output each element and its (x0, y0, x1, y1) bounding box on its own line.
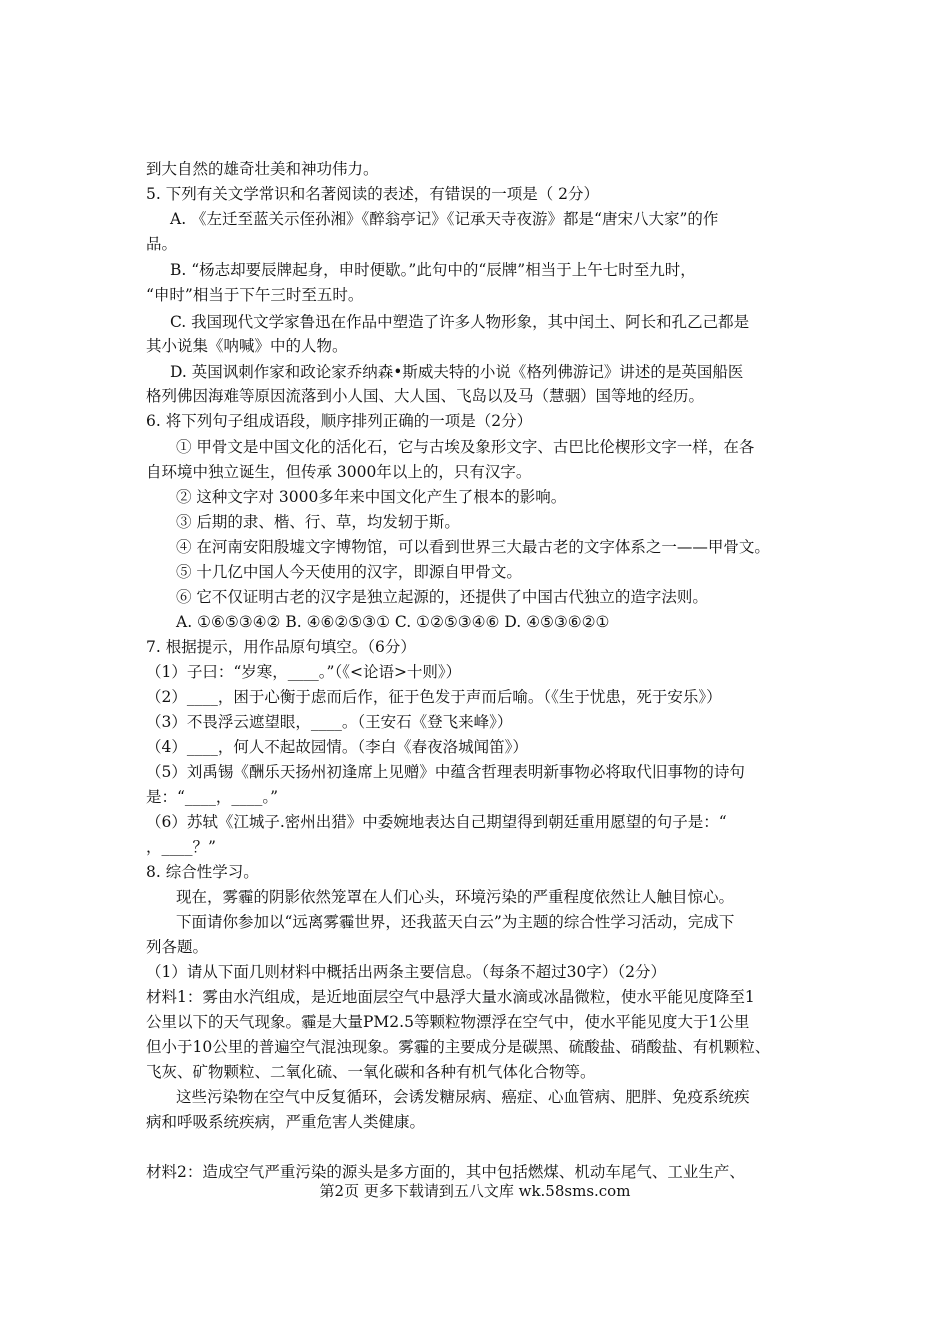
blank-3: （3）不畏浮云遮望眼，____。（王安石《登飞来峰》） (146, 713, 513, 731)
question-8: 8. 综合性学习。 (146, 863, 259, 881)
text-line: 病和呼吸系统疾病，严重危害人类健康。 (146, 1113, 426, 1131)
sentence-6: ⑥ 它不仅证明古老的汉字是独立起源的，还提供了中国古代独立的造字法则。 (176, 588, 708, 606)
sentence-3: ③ 后期的隶、楷、行、草，均发轫于斯。 (176, 513, 460, 531)
text-line: 自环境中独立诞生，但传承 3000年以上的，只有汉字。 (146, 463, 532, 481)
text-line: ，____？” (146, 838, 216, 856)
text-line: 飞灰、矿物颗粒、二氧化硫、一氧化碳和各种有机气体化合物等。 (146, 1063, 596, 1081)
material-1: 材料1：雾由水汽组成，是近地面层空气中悬浮大量水滴或冰晶微粒，使水平能见度降至1 (146, 988, 755, 1006)
page-footer: 第2页 更多下载请到五八文库 wk.58sms.com (319, 1182, 631, 1200)
paragraph: 这些污染物在空气中反复循环，会诱发糖尿病、癌症、心血管病、肥胖、免疫系统疾 (176, 1088, 750, 1106)
paragraph: 下面请你参加以“远离雾霾世界，还我蓝天白云”为主题的综合性学习活动，完成下 (176, 913, 735, 931)
question-7: 7. 根据提示，用作品原句填空。（6分） (146, 638, 416, 656)
option-b: B. “杨志却要辰牌起身，申时便歇。”此句中的“辰牌”相当于上午七时至九时， (170, 261, 696, 279)
option-d: D. 英国讽刺作家和政论家乔纳森•斯威夫特的小说《格列佛游记》讲述的是英国船医 (170, 363, 744, 381)
paragraph: 现在，雾霾的阴影依然笼罩在人们心头，环境污染的严重程度依然让人触目惊心。 (176, 888, 735, 906)
option-a: A. 《左迁至蓝关示侄孙湘》《醉翁亭记》《记承天寺夜游》都是“唐宋八大家”的作 (170, 210, 719, 228)
sub-question-1: （1）请从下面几则材料中概括出两条主要信息。（每条不超过30字）（2分） (146, 963, 666, 981)
question-6: 6. 将下列句子组成语段，顺序排列正确的一项是（2分） (146, 412, 533, 430)
text-line: “申时”相当于下午三时至五时。 (146, 286, 364, 304)
blank-4: （4）____，何人不起故园情。（李白《春夜洛城闻笛》） (146, 738, 528, 756)
sentence-4: ④ 在河南安阳殷墟文字博物馆，可以看到世界三大最古老的文字体系之一——甲骨文。 (176, 538, 770, 556)
blank-2: （2）____，困于心衡于虑而后作，征于色发于声而后喻。（《生于忧患，死于安乐》） (146, 688, 722, 706)
option-c: C. 我国现代文学家鲁迅在作品中塑造了许多人物形象，其中闰土、阿长和孔乙己都是 (170, 313, 750, 331)
text-line: 其小说集《呐喊》中的人物。 (146, 337, 348, 355)
question-5: 5. 下列有关文学常识和名著阅读的表述，有错误的一项是（ 2分） (146, 185, 600, 203)
text-line: 是：“____，____。” (146, 788, 279, 806)
sentence-1: ① 甲骨文是中国文化的活化石，它与古埃及象形文字、古巴比伦楔形文字一样，在各 (176, 438, 755, 456)
text-line: 但小于10公里的普遍空气混浊现象。雾霾的主要成分是碳黑、硫酸盐、硝酸盐、有机颗粒、 (146, 1038, 771, 1056)
blank-1: （1）子曰：“岁寒，____。”（《<论语>十则》） (146, 663, 462, 681)
blank-6: （6）苏轼《江城子.密州出猎》中委婉地表达自己期望得到朝廷重用愿望的句子是：“ (146, 813, 727, 831)
text-line: 品。 (146, 235, 178, 253)
sentence-5: ⑤ 十几亿中国人今天使用的汉字，即源自甲骨文。 (176, 563, 522, 581)
answer-options: A. ①⑥⑤③④② B. ④⑥②⑤③① C. ①②⑤③④⑥ D. ④⑤③⑥②① (176, 613, 610, 631)
blank-5: （5）刘禹锡《酬乐天扬州初逢席上见赠》中蕴含哲理表明新事物必将取代旧事物的诗句 (146, 763, 745, 781)
text-line: 格列佛因海难等原因流落到小人国、大人国、飞岛以及马（慧骃）国等地的经历。 (146, 387, 705, 405)
text-line: 到大自然的雄奇壮美和神功伟力。 (146, 160, 379, 178)
material-2: 材料2：造成空气严重污染的源头是多方面的，其中包括燃煤、机动车尾气、工业生产、 (146, 1163, 745, 1181)
sentence-2: ② 这种文字对 3000多年来中国文化产生了根本的影响。 (176, 488, 567, 506)
text-line: 列各题。 (146, 938, 209, 956)
text-line: 公里以下的天气现象。霾是大量PM2.5等颗粒物漂浮在空气中，使水平能见度大于1公里 (146, 1013, 750, 1031)
